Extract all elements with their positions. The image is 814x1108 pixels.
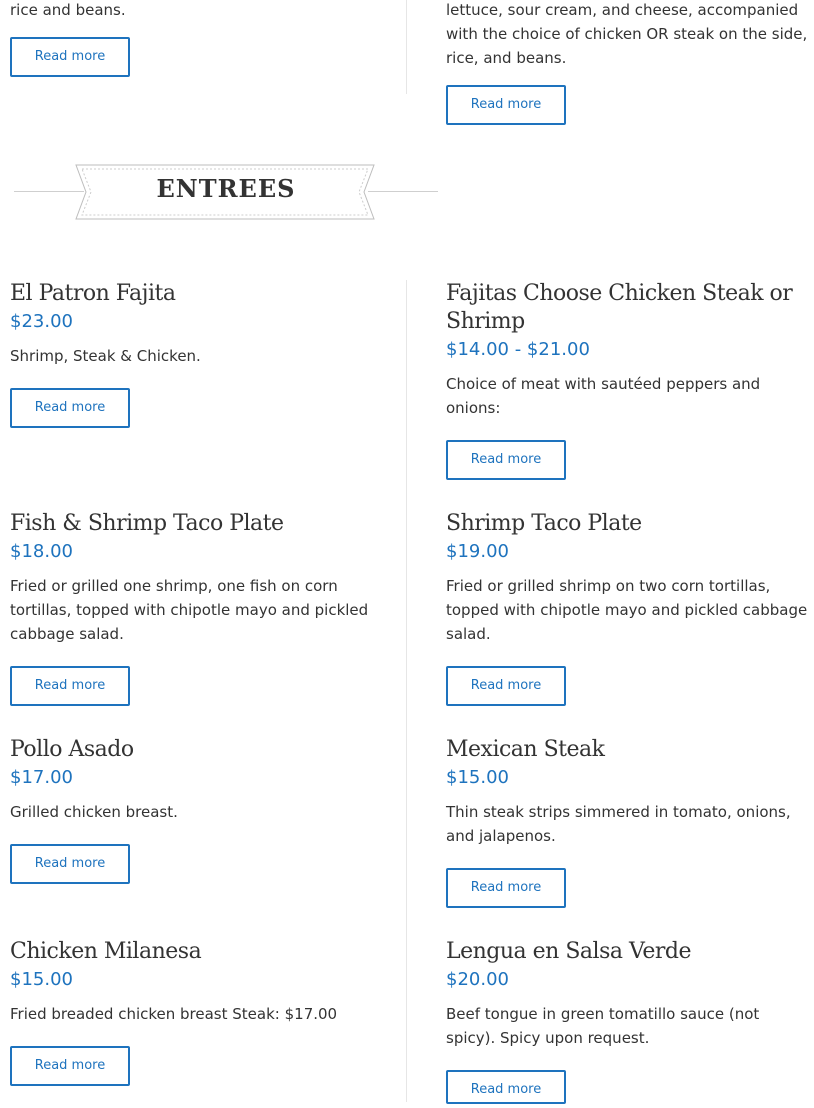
- menu-item-title[interactable]: Chicken Milanesa: [10, 939, 202, 964]
- previous-item-description-right: lettuce, sour cream, and cheese, accompanied with the choice of chicken OR steak on the side, rice, and beans.: [446, 1, 808, 67]
- menu-item-price: $19.00: [446, 541, 509, 562]
- menu-item-description: Beef tongue in green tomatillo sauce (not spicy). Spicy upon request.: [446, 1005, 760, 1047]
- section-heading: ENTREES: [156, 174, 296, 203]
- menu-item-description: Choice of meat with sautéed peppers and onions:: [446, 375, 761, 417]
- read-more-button[interactable]: Read more: [10, 1046, 130, 1086]
- column-divider-top: [406, 0, 407, 94]
- read-more-button[interactable]: Read more: [446, 440, 566, 480]
- menu-item-title[interactable]: Shrimp Taco Plate: [446, 511, 642, 536]
- menu-item-description: Thin steak strips simmered in tomato, onions, and jalapenos.: [446, 803, 791, 845]
- read-more-button[interactable]: Read more: [10, 844, 130, 884]
- menu-item-title[interactable]: Mexican Steak: [446, 737, 605, 762]
- menu-item-description: Fried breaded chicken breast Steak: $17.00: [10, 1005, 338, 1023]
- menu-item-description: Grilled chicken breast.: [10, 803, 178, 821]
- menu-item-price: $17.00: [10, 767, 73, 788]
- menu-item-description: Shrimp, Steak & Chicken.: [10, 347, 201, 365]
- read-more-button[interactable]: Read more: [446, 85, 566, 125]
- read-more-button[interactable]: Read more: [10, 388, 130, 428]
- menu-item: [10, 736, 370, 824]
- menu-item: [446, 736, 808, 848]
- read-more-button[interactable]: Read more: [10, 666, 130, 706]
- menu-item-price: $15.00: [446, 767, 509, 788]
- menu-item-title[interactable]: Pollo Asado: [10, 737, 134, 762]
- menu-item: [446, 938, 808, 1050]
- section-heading-ribbon: [14, 164, 438, 220]
- menu-item-title[interactable]: Fajitas Choose Chicken Steak or Shrimp: [446, 281, 793, 334]
- menu-item-description: Fried or grilled shrimp on two corn tortillas, topped with chipotle mayo and pickled cabbage salad.: [446, 577, 808, 643]
- menu-item-description: Fried or grilled one shrimp, one fish on corn tortillas, topped with chipotle mayo and pickled cabbage salad.: [10, 577, 369, 643]
- read-more-button[interactable]: Read more: [10, 37, 130, 77]
- menu-item-title[interactable]: Fish & Shrimp Taco Plate: [10, 511, 284, 536]
- menu-item: [446, 510, 808, 646]
- read-more-button[interactable]: Read more: [446, 666, 566, 706]
- read-more-button[interactable]: Read more: [446, 868, 566, 908]
- previous-item-description-left: rice and beans.: [10, 1, 126, 19]
- menu-item-price: $23.00: [10, 311, 73, 332]
- menu-item-price: $14.00 - $21.00: [446, 339, 590, 360]
- read-more-button[interactable]: Read more: [446, 1070, 566, 1104]
- menu-item: [446, 280, 808, 420]
- column-divider-main: [406, 280, 407, 1102]
- menu-item-price: $20.00: [446, 969, 509, 990]
- menu-item: [10, 510, 370, 646]
- menu-item-title[interactable]: El Patron Fajita: [10, 281, 176, 306]
- menu-item-price: $18.00: [10, 541, 73, 562]
- menu-item: [10, 938, 390, 1026]
- menu-item: [10, 280, 370, 368]
- menu-item-title[interactable]: Lengua en Salsa Verde: [446, 939, 691, 964]
- menu-item-price: $15.00: [10, 969, 73, 990]
